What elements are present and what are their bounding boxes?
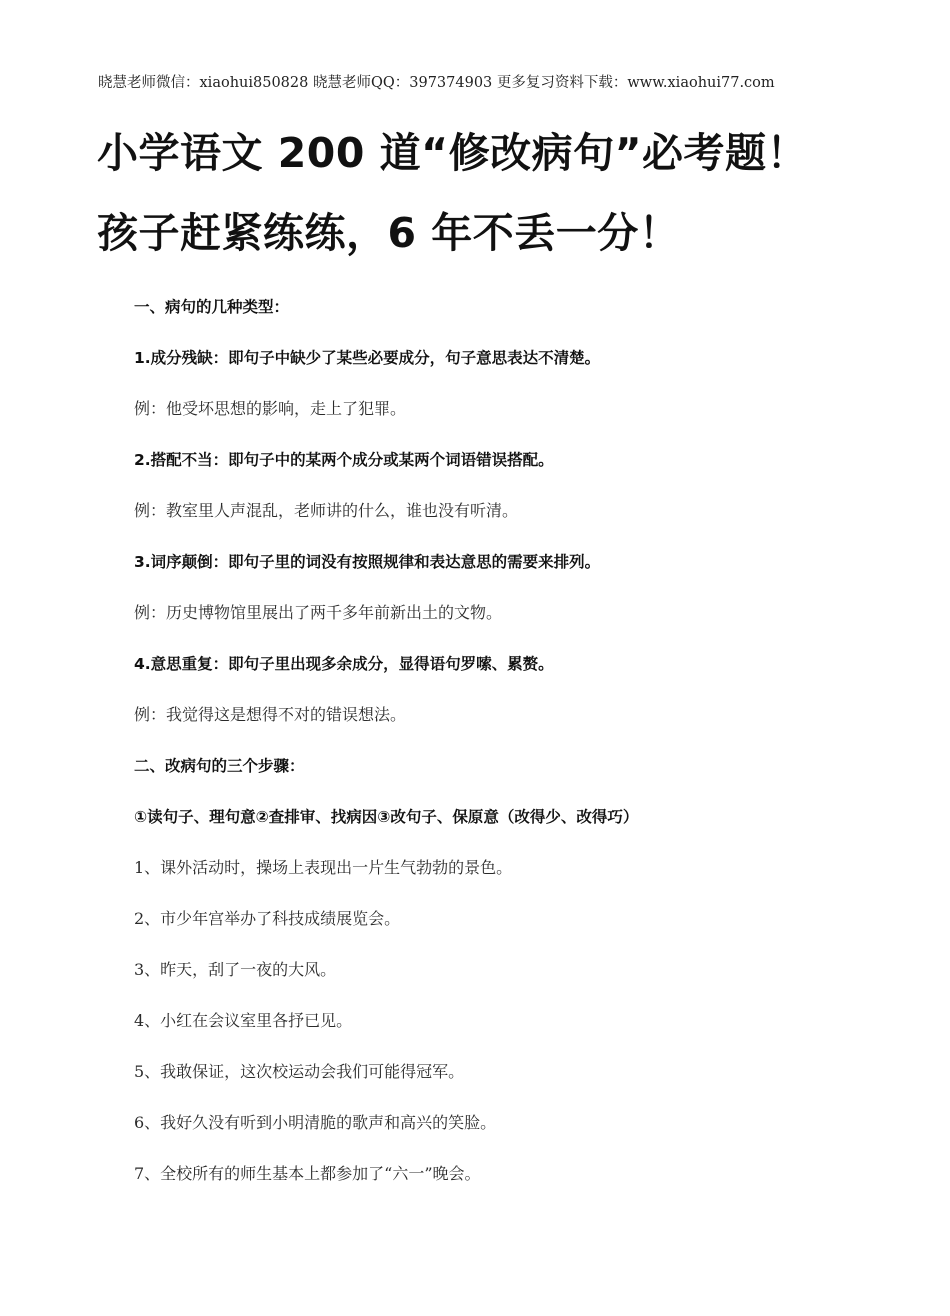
type-example-4: 例：我觉得这是想得不对的错误想法。: [134, 705, 407, 724]
type-label-3: 3.词序颠倒：即句子里的词没有按照规律和表达意思的需要来排列。: [134, 553, 601, 571]
exercise-item-5: 5、我敢保证，这次校运动会我们可能得冠军。: [134, 1062, 465, 1081]
exercise-item-6: 6、我好久没有听到小明清脆的歌声和高兴的笑脸。: [134, 1113, 497, 1132]
type-label-2: 2.搭配不当：即句子中的某两个成分或某两个词语错误搭配。: [134, 451, 554, 469]
exercise-item-2: 2、市少年宫举办了科技成绩展览会。: [134, 909, 401, 928]
page-header: 晓慧老师微信：xiaohui850828 晓慧老师QQ：397374903 更多复习资料下载：www.xiaohui77.com: [98, 75, 775, 91]
type-example-3: 例：历史博物馆里展出了两千多年前新出土的文物。: [134, 603, 503, 622]
exercise-item-7: 7、全校所有的师生基本上都参加了“六一”晚会。: [134, 1164, 481, 1183]
exercise-item-3: 3、昨天，刮了一夜的大风。: [134, 960, 337, 979]
steps-text: ①读句子、理句意②查排审、找病因③改句子、保原意（改得少、改得巧）: [134, 808, 639, 826]
type-label-4: 4.意思重复：即句子里出现多余成分，显得语句罗嗦、累赘。: [134, 655, 554, 673]
section-heading-types: 一、病句的几种类型：: [134, 298, 290, 316]
section-heading-steps: 二、改病句的三个步骤：: [134, 757, 305, 775]
type-example-1: 例：他受坏思想的影响，走上了犯罪。: [134, 399, 407, 418]
type-example-2: 例：教室里人声混乱，老师讲的什么，谁也没有听清。: [134, 501, 519, 520]
exercise-item-1: 1、课外活动时，操场上表现出一片生气勃勃的景色。: [134, 858, 513, 877]
type-label-1: 1.成分残缺：即句子中缺少了某些必要成分，句子意思表达不清楚。: [134, 349, 601, 367]
document-title-line-2: 孩子赶紧练练，6 年不丢一分！: [97, 209, 681, 257]
document-title-line-1: 小学语文 200 道“修改病句”必考题！: [97, 129, 809, 177]
exercise-item-4: 4、小红在会议室里各抒已见。: [134, 1011, 353, 1030]
